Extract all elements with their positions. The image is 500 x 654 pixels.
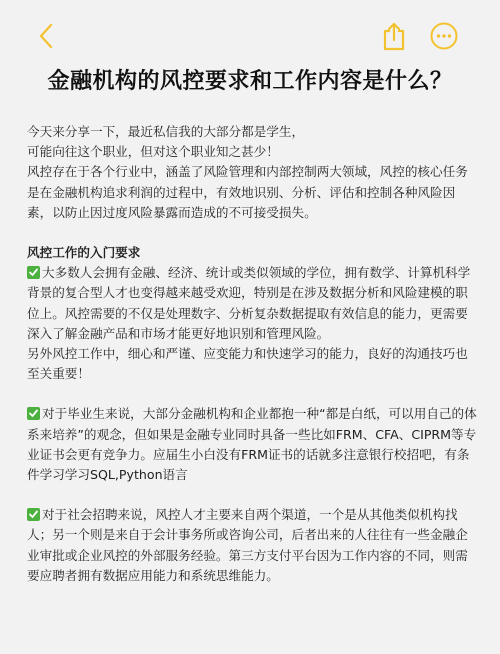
point-3-text: 对于社会招聘来说，风控人才主要来自两个渠道，一个是从其他类似机构找人；另一个则是来自于会计事务所或咨询公司，后者出来的人往往有一些金融企业审批或企业风控的外部服务经验。第三方支付平台因为工作内容的不同，则需要应聘者拥有数据应用能力和系统思维能力。 <box>27 507 468 583</box>
point-1 <box>27 263 477 344</box>
spacer <box>27 223 477 243</box>
intro-line-2: 可能向往这个职业，但对这个职业知之甚少！ <box>27 144 279 160</box>
point-2 <box>27 404 477 485</box>
top-bar <box>0 0 500 72</box>
share-icon[interactable] <box>376 18 412 54</box>
intro-line-1: 今天来分享一下，最近私信我的大部分都是学生， <box>27 124 305 139</box>
intro-paragraph: 风控存在于各个行业中，涵盖了风险管理和内部控制两大领域，风控的核心任务是在金融机构追求利润的过程中，有效地识别、分析、评估和控制各种风险因素，以防止因过度风险暴露而造成的不可接受损失。 <box>27 164 468 220</box>
spacer <box>27 384 477 404</box>
spacer <box>27 485 477 505</box>
check-mark-icon <box>27 407 40 420</box>
article-title: 金融机构的风控要求和工作内容是什么？ <box>47 69 453 94</box>
point-1-text: 大多数人会拥有金融、经济、统计或类似领域的学位，拥有数学、计算机科学背景的复合型人才也变得越来越受欢迎，特别是在涉及数据分析和风险建模的职位上。风控需要的不仅是处理数字、分析复杂数据提取有效信息的能力，更需要深入了解金融产品和市场才能更好地识别和管理风险。 <box>27 265 471 341</box>
point-1-extra: 另外风控工作中，细心和严谨、应变能力和快速学习的能力，良好的沟通技巧也至关重要！ <box>27 346 468 382</box>
point-2-text: 对于毕业生来说，大部分金融机构和企业都抱一种“都是白纸，可以用自己的体系来培养”的观念，但如果是金融专业同时具备一些比如FRM、CFA、CIPRM等专业证书会更有竞争力。应届生小白没有FRM证书的话就多注意银行校招吧，有条件学习学习SQL,Python语言 <box>27 406 477 483</box>
more-icon[interactable] <box>426 18 462 54</box>
check-mark-icon <box>27 266 40 279</box>
point-3 <box>27 505 477 586</box>
chevron-left-icon[interactable] <box>28 18 64 54</box>
section-heading: 风控工作的入门要求 <box>27 245 141 261</box>
article-body <box>27 122 477 586</box>
check-mark-icon <box>27 508 40 521</box>
